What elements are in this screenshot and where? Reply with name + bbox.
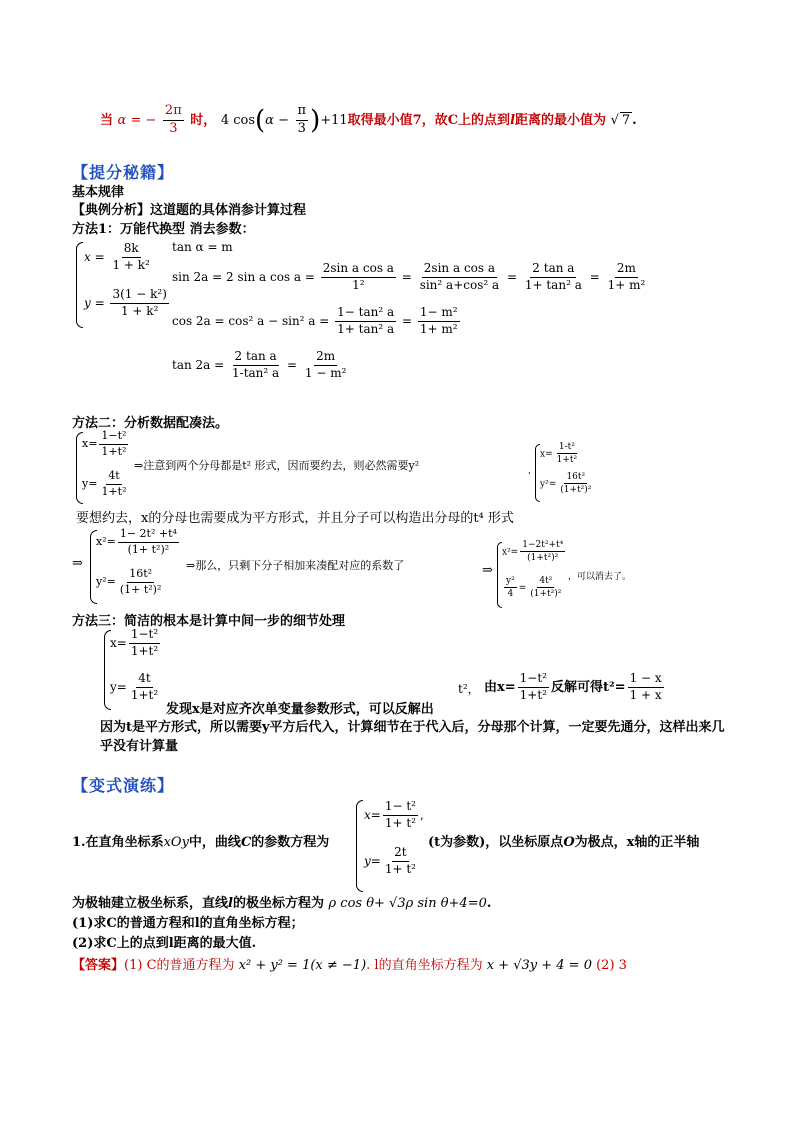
frac-den: 1+t² [556, 455, 578, 466]
frac-num: 2t [392, 846, 408, 862]
eq: = [589, 269, 600, 284]
y-lhs: y= [110, 679, 127, 694]
top-shi: 时， [190, 112, 217, 128]
method1-brace [76, 242, 83, 328]
tan-alpha-eq: tan α = m [172, 240, 233, 254]
frac-den: 1+ t² [384, 861, 416, 876]
x-lhs: x= [110, 635, 127, 650]
x-lhs: x= [82, 437, 98, 451]
paren-left: ( [255, 105, 266, 136]
top-alpha-minus: α − [265, 112, 289, 128]
method2-note1b: ， [528, 466, 538, 476]
method2-title: 方法二：分析数据配凑法。 [72, 416, 229, 431]
frac-num: 16t² [127, 568, 154, 583]
frac-den: (1+t²)² [560, 485, 592, 496]
question-line1 [72, 831, 329, 850]
x-lhs: x = [84, 249, 105, 264]
x-lhs: x= [364, 807, 381, 822]
question-brace [356, 800, 363, 892]
method2-note1: ⇒注意到两个分母都是t² 形式，因而要约去，则必然需要y² [134, 459, 420, 472]
q-lead: 1.在直角坐标系 [72, 835, 164, 850]
frac-den: 4 [507, 589, 514, 600]
frac-den: 3 [169, 120, 178, 136]
frac-num: 2sin a cos a [422, 262, 497, 278]
frac-num: 4t² [537, 576, 554, 588]
q-line2: 为极轴建立极坐标系，直线 [72, 896, 229, 911]
frac-num: 1−t² [99, 430, 128, 445]
arrow-2: ⇒ [482, 563, 493, 578]
top-end: . [632, 112, 637, 128]
top-frac-2pi3 [163, 104, 184, 137]
frac-den: (1+t²)² [527, 553, 559, 564]
x-lhs: x= [540, 449, 553, 460]
top-lead: 当 [100, 112, 114, 128]
frac-num: 1− m² [418, 306, 460, 322]
frac-den: 3 [297, 120, 306, 136]
frac-den: 1+ t² [384, 815, 416, 830]
answer-mid: . l的直角坐标方程为 [366, 958, 483, 973]
question-x [364, 800, 424, 831]
small-y [540, 472, 595, 496]
method3-note: 发现x是对应齐次单变量参数形式，可以反解出 [166, 702, 434, 717]
method3-paragraph: 因为t是平方形式，所以需要y平方后代入，计算细节在于代入后，分母那个计算，一定要先通分，这样出来几乎没有计算量 [100, 720, 725, 754]
q-line2c: . [486, 896, 492, 911]
question-line1-tail [428, 831, 699, 850]
top-alpha: α = − [117, 112, 157, 128]
frac-den: 1² [352, 277, 365, 292]
method2-x2 [96, 528, 181, 556]
method2-y2 [96, 568, 165, 596]
sqrt-body: 7 [621, 112, 631, 128]
frac-den: (1+ t²)² [119, 582, 162, 596]
frac-den: 1 − m² [304, 365, 347, 380]
frac-den: 1 + x [629, 687, 662, 702]
section-bianshi-yanlian: 【变式演练】 [72, 776, 175, 795]
eq: = [402, 313, 413, 328]
top-plus11: +11 [320, 112, 348, 128]
q-zhong: 中，曲线 [188, 835, 241, 850]
q-l: l [228, 896, 233, 911]
frac-num: 3(1 − k²) [110, 288, 168, 304]
tan2a-line [172, 350, 350, 381]
method3-t2: t²， [458, 682, 480, 696]
frac-num: 1 − x [628, 672, 664, 688]
top-line [100, 104, 637, 137]
method1-y [84, 288, 171, 319]
frac-num: 1− t² [383, 800, 418, 816]
q-line2b: 的极坐标方程为 [232, 896, 324, 911]
frac-num: π [296, 104, 309, 121]
method3-title: 方法三：简洁的根本是计算中间一步的细节处理 [72, 614, 346, 629]
y-lhs: y= [364, 853, 381, 868]
frac-den: 1+ m² [419, 321, 458, 336]
frac-den: 1+t² [519, 687, 547, 702]
section-tifen-mijie: 【提分秘籍】 [72, 163, 175, 182]
frac-num: 16t² [564, 472, 587, 484]
method2-note2: ⇒那么，只剩下分子相加来凑配对应的系数了 [186, 559, 405, 572]
answer-a1: (1) C的普通方程为 [124, 958, 235, 973]
frac-den: 1+t² [101, 484, 127, 498]
y-lhs: y²= [540, 479, 557, 490]
frac-num: 2 tan a [233, 350, 279, 366]
y-lhs: y²= [96, 575, 116, 589]
q-param: 的参数方程为 [251, 835, 330, 850]
answer-a2: (2) 3 [596, 958, 627, 973]
method1-x [84, 242, 154, 273]
top-rest2: 距离的最小值为 [515, 112, 607, 128]
answer-eq2: x + √3y + 4 = 0 [486, 958, 592, 973]
analysis-heading: 【典例分析】这道题的具体消参计算过程 [72, 203, 307, 218]
frac-den: 1 + k² [112, 257, 150, 272]
frac-den: 1+ tan² a [337, 321, 395, 336]
frac-num: y² [504, 576, 517, 588]
sin2a-line [172, 262, 649, 293]
method2-note3: ，可以消去了。 [568, 572, 632, 582]
frac-den: 1+ tan² a [524, 277, 582, 292]
answer-tag: 【答案】 [72, 958, 125, 973]
method2-line2: 要想约去，x的分母也需要成为平方形式，并且分子可以构造出分母的t⁴ 形式 [76, 511, 514, 526]
basic-rule: 基本规律 [72, 185, 125, 200]
eq: = [518, 583, 527, 594]
small-x [540, 442, 581, 466]
top-rest: 取得最小值7，故C上的点到 [347, 112, 511, 128]
q-O: O [563, 835, 575, 850]
method3-y [110, 672, 162, 703]
question-y [364, 846, 420, 877]
frac-num: 2π [163, 104, 184, 121]
x-lhs: x²= [502, 547, 519, 558]
frac-den: 1+t² [130, 687, 159, 702]
y-lhs: y = [84, 295, 105, 310]
frac-den: 1+ m² [607, 277, 646, 292]
answer-line [72, 954, 627, 973]
frac-num: 1−t² [518, 672, 549, 688]
frac-num: 1-t² [557, 442, 577, 454]
q-tparam: (t为参数)，以坐标原点 [428, 835, 564, 850]
frac-num: 8k [122, 242, 141, 258]
small-y2 [502, 576, 565, 600]
comma: , [419, 807, 424, 822]
question-line2 [72, 892, 491, 911]
frac-den: 1 + k² [120, 303, 159, 318]
frac-num: 2sin a cos a [321, 262, 396, 278]
mid: 反解可得t²= [550, 679, 626, 695]
cos2a-line [172, 306, 462, 337]
frac-den: 1-tan² a [232, 365, 280, 380]
you: 由x= [484, 679, 516, 695]
frac-num: 1− 2t² +t⁴ [118, 528, 179, 543]
frac-num: 2 tan a [530, 262, 576, 278]
q-C: C [240, 835, 252, 850]
paren-right: ) [310, 105, 321, 136]
frac-num: 1−t² [129, 628, 160, 644]
y-lhs: y= [82, 477, 98, 491]
frac-num: 1− tan² a [335, 306, 396, 322]
q-xoy: xOy [163, 835, 189, 850]
question-part1: (1)求C的普通方程和l的直角坐标方程； [72, 916, 304, 931]
tan-lhs: tan 2a = [172, 357, 225, 372]
frac-num: 2m [314, 350, 337, 366]
frac-den: sin² a+cos² a [419, 277, 500, 292]
frac-num: 1−2t²+t⁴ [520, 540, 565, 552]
eq: = [401, 269, 412, 284]
x-lhs: x²= [96, 535, 116, 549]
frac-num: 4t [136, 672, 152, 688]
method3-x [110, 628, 162, 659]
frac-den: (1+t²)² [530, 589, 562, 600]
top-l: l [510, 112, 516, 128]
small-x2 [502, 540, 567, 564]
method1-title: 方法1：万能代换型 消去参数： [72, 222, 255, 237]
cos-lhs: cos 2a = cos² a − sin² a = [172, 313, 330, 328]
method3-solve [484, 672, 666, 703]
method2-x [82, 430, 130, 458]
frac-den: 1+t² [130, 643, 159, 658]
frac-num: 4t [106, 470, 121, 485]
q-polar-eq: ρ cos θ+ √3ρ sin θ+4=0 [328, 896, 487, 911]
arrow-1: ⇒ [72, 556, 83, 571]
answer-eq1: x² + y² = 1(x ≠ −1) [238, 958, 367, 973]
frac-num: 2m [615, 262, 638, 278]
q-tail: 为极点，x轴的正半轴 [574, 835, 700, 850]
sin-lhs: sin 2a = 2 sin a cos a = [172, 269, 315, 284]
question-part2: (2)求C上的点到l距离的最大值. [72, 936, 257, 951]
top-frac-pi3 [296, 104, 309, 137]
top-4cos: 4 cos [220, 112, 256, 128]
eq: = [506, 269, 518, 284]
eq: = [287, 357, 298, 372]
method2-y [82, 470, 130, 498]
frac-den: (1+ t²)² [127, 542, 170, 556]
top-sqrt7: √ 7 [610, 112, 631, 128]
frac-den: 1+t² [101, 444, 127, 458]
